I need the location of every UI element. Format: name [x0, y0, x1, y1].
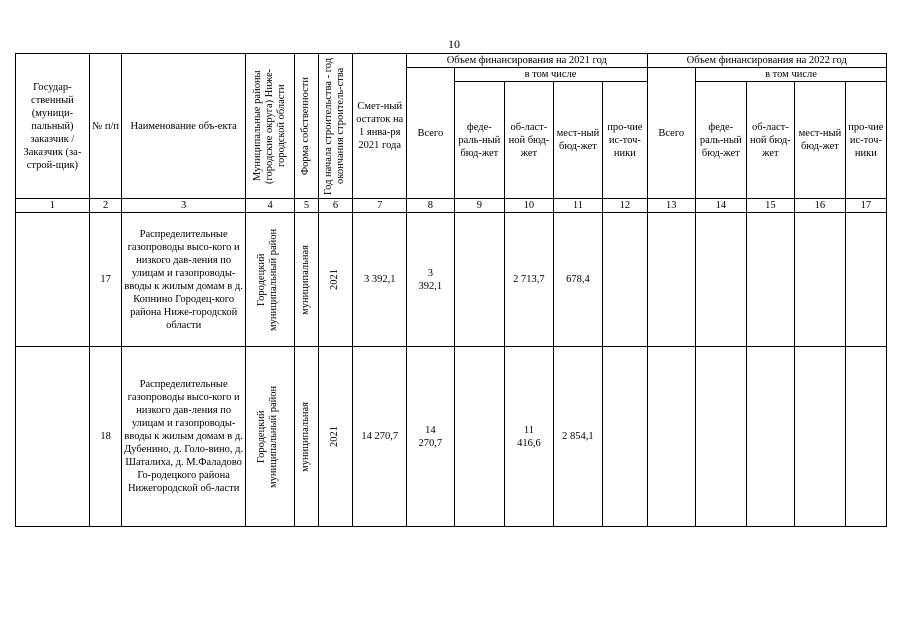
row-years: 2021	[329, 269, 341, 290]
header-local-2022: мест-ный бюд-жет	[795, 82, 846, 199]
header-local-2021: мест-ный бюд-жет	[553, 82, 603, 199]
row-other-2022	[845, 213, 886, 347]
row-years-cell	[318, 213, 353, 347]
header-fin-2021: Объем финансирования на 2021 год	[407, 54, 647, 68]
row-years: 2021	[329, 426, 341, 447]
col-num-9: 9	[454, 199, 505, 213]
row-ownership: муниципальная	[300, 401, 312, 472]
header-regional-2022: об-ласт-ной бюд-жет	[746, 82, 795, 199]
row-local-2022	[795, 213, 846, 347]
row-local-2021: 678,4	[553, 213, 603, 347]
header-remaining: Смет-ный остаток на 1 янва-ря 2021 года	[353, 54, 407, 199]
header-federal-2021: феде-раль-ный бюд-жет	[454, 82, 505, 199]
row-customer	[16, 347, 90, 527]
col-num-6: 6	[318, 199, 353, 213]
row-object-name: Распределительные газопроводы высо-кого и низкого дав-ления по улицам и газопроводы-вводы к жилым домам в д. Дубенино, д. Голо-вино, д. Шаталиха, д. М.Фаладово Го-родецкого района Нижегородской об-ласти	[122, 347, 245, 527]
header-years-cell	[318, 54, 353, 199]
row-num: 18	[89, 347, 122, 527]
header-total-2021: Всего	[407, 68, 454, 199]
col-num-16: 16	[795, 199, 846, 213]
header-incl-2022: в том числе	[696, 68, 887, 82]
col-num-1: 1	[16, 199, 90, 213]
row-total-2022	[647, 347, 696, 527]
header-years: Год начала строительства - год окончания строитель-ства	[323, 57, 347, 195]
col-num-13: 13	[647, 199, 696, 213]
row-remaining: 14 270,7	[353, 347, 407, 527]
header-ownership: Форма собственности	[300, 76, 312, 176]
header-object-name: Наименование объ-екта	[122, 54, 245, 199]
header-district-cell	[245, 54, 295, 199]
row-total-2021: 14 270,7	[407, 347, 454, 527]
financing-table	[15, 53, 887, 527]
row-regional-2022	[746, 213, 795, 347]
col-num-12: 12	[603, 199, 647, 213]
header-federal-2022: феде-раль-ный бюд-жет	[696, 82, 747, 199]
row-other-2021	[603, 213, 647, 347]
header-num: № п/п	[89, 54, 122, 199]
col-num-17: 17	[845, 199, 886, 213]
header-regional-2021: об-ласт-ной бюд-жет	[505, 82, 554, 199]
col-num-3: 3	[122, 199, 245, 213]
row-total-2021: 3 392,1	[407, 213, 454, 347]
row-regional-2021: 11 416,6	[505, 347, 554, 527]
header-incl-2021: в том числе	[454, 68, 647, 82]
row-district-cell	[245, 347, 295, 527]
header-total-2022: Всего	[647, 68, 696, 199]
col-num-15: 15	[746, 199, 795, 213]
row-federal-2022	[696, 213, 747, 347]
row-ownership-cell	[295, 347, 318, 527]
row-regional-2021: 2 713,7	[505, 213, 554, 347]
row-years-cell	[318, 347, 353, 527]
row-district-cell	[245, 213, 295, 347]
col-num-11: 11	[553, 199, 603, 213]
header-other-2021: про-чие ис-точ-ники	[603, 82, 647, 199]
header-ownership-cell	[295, 54, 318, 199]
col-num-14: 14	[696, 199, 747, 213]
header-other-2022: про-чие ис-точ-ники	[845, 82, 886, 199]
row-ownership: муниципальная	[300, 244, 312, 315]
header-fin-2022: Объем финансирования на 2022 год	[647, 54, 886, 68]
header-district: Муниципальные районы (городские округа) Ниже-городской области	[252, 68, 288, 184]
row-local-2022	[795, 347, 846, 527]
row-remaining: 3 392,1	[353, 213, 407, 347]
row-ownership-cell	[295, 213, 318, 347]
row-regional-2022	[746, 347, 795, 527]
row-federal-2022	[696, 347, 747, 527]
row-customer	[16, 213, 90, 347]
row-other-2021	[603, 347, 647, 527]
col-num-8: 8	[407, 199, 454, 213]
col-num-10: 10	[505, 199, 554, 213]
col-num-2: 2	[89, 199, 122, 213]
table-row	[16, 213, 887, 347]
row-district: Городецкий муниципальный район	[256, 385, 280, 488]
col-num-5: 5	[295, 199, 318, 213]
row-federal-2021	[454, 347, 505, 527]
page-number: 10	[448, 37, 460, 51]
col-num-7: 7	[353, 199, 407, 213]
row-num: 17	[89, 213, 122, 347]
table-row	[16, 347, 887, 527]
row-local-2021: 2 854,1	[553, 347, 603, 527]
column-number-row	[16, 199, 887, 213]
row-total-2022	[647, 213, 696, 347]
row-other-2022	[845, 347, 886, 527]
row-district: Городецкий муниципальный район	[256, 228, 280, 331]
row-object-name: Распределительные газопроводы высо-кого и низкого дав-ления по улицам и газопроводы-вводы к жилым домам в д. Копнино Городец-кого района Ниже-городской области	[122, 213, 245, 347]
header-customer: Государ-ственный (муници-пальный) заказчик / Заказчик (за-строй-щик)	[16, 54, 90, 199]
col-num-4: 4	[245, 199, 295, 213]
row-federal-2021	[454, 213, 505, 347]
